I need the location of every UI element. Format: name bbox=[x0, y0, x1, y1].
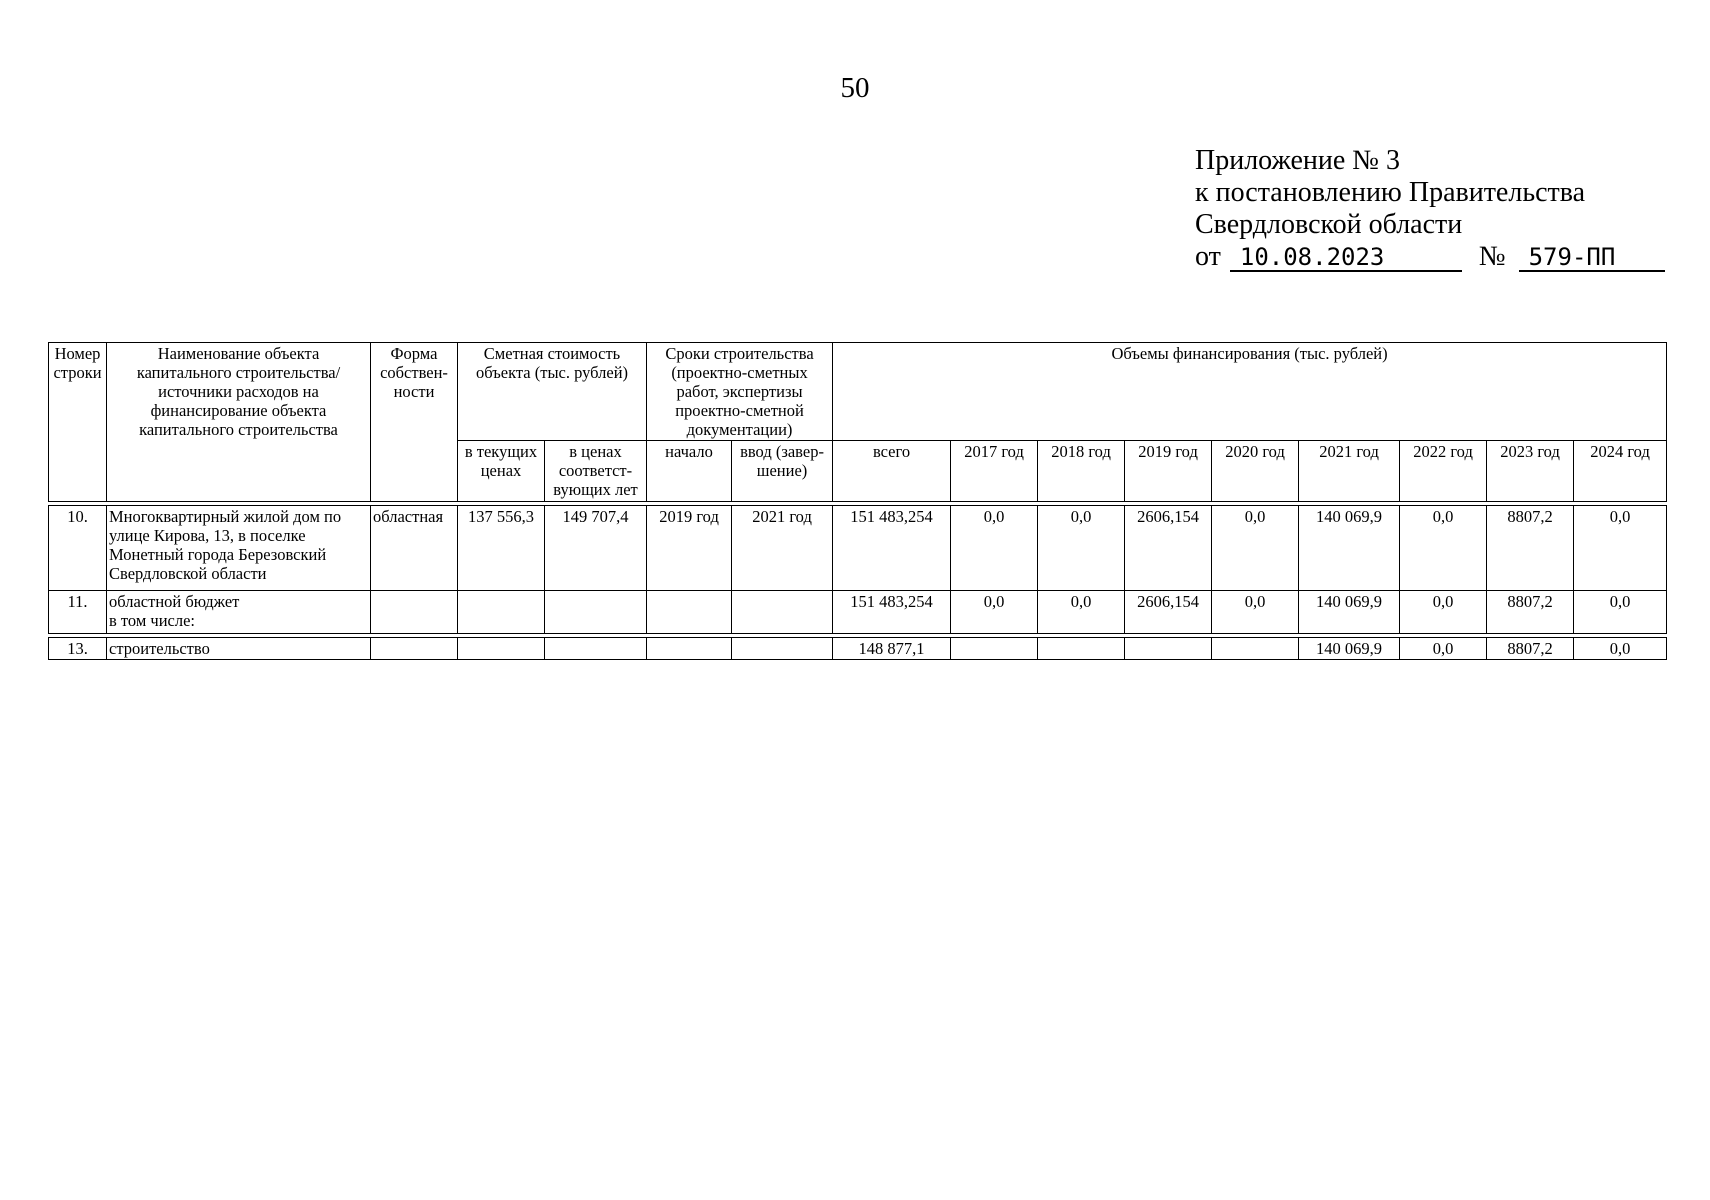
cell-2018: 0,0 bbox=[1038, 506, 1125, 591]
cell-completion bbox=[732, 638, 833, 660]
header-start: начало bbox=[647, 441, 732, 502]
cell-2021: 140 069,9 bbox=[1299, 638, 1400, 660]
table-row bbox=[49, 638, 1667, 660]
cell-total: 151 483,254 bbox=[833, 591, 951, 634]
header-2023: 2023 год bbox=[1487, 441, 1574, 502]
cell-corresponding-prices: 149 707,4 bbox=[545, 506, 647, 591]
header-current-prices: в текущих ценах bbox=[458, 441, 545, 502]
header-name: Наименование объекта капитального строительства/ источники расходов на финансирование объекта капитального строительства bbox=[107, 343, 371, 502]
cell-2024: 0,0 bbox=[1574, 638, 1667, 660]
cell-corresponding-prices bbox=[545, 638, 647, 660]
financing-table bbox=[48, 342, 1667, 660]
cell-current-prices bbox=[458, 591, 545, 634]
header-construction-terms: Сроки строительства (проектно-сметных работ, экспертизы проектно-сметной документации) bbox=[647, 343, 833, 441]
appendix-header bbox=[1195, 145, 1665, 273]
cell-2023: 8807,2 bbox=[1487, 506, 1574, 591]
appendix-date-number-line bbox=[1195, 241, 1665, 273]
header-2019: 2019 год bbox=[1125, 441, 1212, 502]
cell-row-number: 10. bbox=[49, 506, 107, 591]
cell-current-prices bbox=[458, 638, 545, 660]
cell-start: 2019 год bbox=[647, 506, 732, 591]
table-row bbox=[49, 506, 1667, 591]
cell-completion bbox=[732, 591, 833, 634]
header-funding: Объемы финансирования (тыс. рублей) bbox=[833, 343, 1667, 441]
cell-2019: 2606,154 bbox=[1125, 506, 1212, 591]
cell-current-prices: 137 556,3 bbox=[458, 506, 545, 591]
cell-2024: 0,0 bbox=[1574, 506, 1667, 591]
resolution-number: 579-ПП bbox=[1519, 244, 1665, 272]
cell-ownership bbox=[371, 591, 458, 634]
header-2022: 2022 год bbox=[1400, 441, 1487, 502]
cell-2021: 140 069,9 bbox=[1299, 506, 1400, 591]
header-row-number: Номер строки bbox=[49, 343, 107, 502]
header-2024: 2024 год bbox=[1574, 441, 1667, 502]
cell-2019 bbox=[1125, 638, 1212, 660]
resolution-date: 10.08.2023 bbox=[1230, 244, 1462, 272]
cell-completion: 2021 год bbox=[732, 506, 833, 591]
appendix-region: Свердловской области bbox=[1195, 209, 1463, 240]
header-ownership: Форма собствен-ности bbox=[371, 343, 458, 502]
header-2018: 2018 год bbox=[1038, 441, 1125, 502]
cell-2023: 8807,2 bbox=[1487, 591, 1574, 634]
cell-name-line: областной бюджет bbox=[109, 592, 240, 611]
cell-2023: 8807,2 bbox=[1487, 638, 1574, 660]
appendix-title: Приложение № 3 bbox=[1195, 145, 1400, 176]
header-2020: 2020 год bbox=[1212, 441, 1299, 502]
header-2021: 2021 год bbox=[1299, 441, 1400, 502]
cell-start bbox=[647, 638, 732, 660]
cell-corresponding-prices bbox=[545, 591, 647, 634]
cell-2020 bbox=[1212, 638, 1299, 660]
appendix-resolution: к постановлению Правительства bbox=[1195, 177, 1586, 208]
cell-name bbox=[107, 591, 371, 634]
from-label: от bbox=[1195, 241, 1221, 272]
cell-2017 bbox=[951, 638, 1038, 660]
cell-2021: 140 069,9 bbox=[1299, 591, 1400, 634]
table-row bbox=[49, 591, 1667, 634]
header-total: всего bbox=[833, 441, 951, 502]
header-2017: 2017 год bbox=[951, 441, 1038, 502]
cell-row-number: 11. bbox=[49, 591, 107, 634]
number-label: № bbox=[1478, 241, 1506, 272]
cell-2018: 0,0 bbox=[1038, 591, 1125, 634]
header-corresponding-prices: в ценах соответст-вующих лет bbox=[545, 441, 647, 502]
cell-start bbox=[647, 591, 732, 634]
cell-2022: 0,0 bbox=[1400, 638, 1487, 660]
cell-2024: 0,0 bbox=[1574, 591, 1667, 634]
cell-2019: 2606,154 bbox=[1125, 591, 1212, 634]
header-estimated-cost: Сметная стоимость объекта (тыс. рублей) bbox=[458, 343, 647, 441]
page-number: 50 bbox=[840, 72, 870, 104]
cell-ownership bbox=[371, 638, 458, 660]
cell-row-number: 13. bbox=[49, 638, 107, 660]
cell-name: Многоквартирный жилой дом по улице Кирова, 13, в поселке Монетный города Березовский Свердловской области bbox=[107, 506, 371, 591]
cell-total: 148 877,1 bbox=[833, 638, 951, 660]
cell-2018 bbox=[1038, 638, 1125, 660]
cell-2020: 0,0 bbox=[1212, 506, 1299, 591]
cell-2017: 0,0 bbox=[951, 591, 1038, 634]
cell-name: строительство bbox=[107, 638, 371, 660]
header-row-1 bbox=[49, 343, 1667, 441]
cell-2020: 0,0 bbox=[1212, 591, 1299, 634]
cell-total: 151 483,254 bbox=[833, 506, 951, 591]
cell-ownership: областная bbox=[371, 506, 458, 591]
cell-2022: 0,0 bbox=[1400, 506, 1487, 591]
header-completion: ввод (завер-шение) bbox=[732, 441, 833, 502]
cell-2017: 0,0 bbox=[951, 506, 1038, 591]
cell-name-line: в том числе: bbox=[109, 611, 196, 630]
cell-2022: 0,0 bbox=[1400, 591, 1487, 634]
